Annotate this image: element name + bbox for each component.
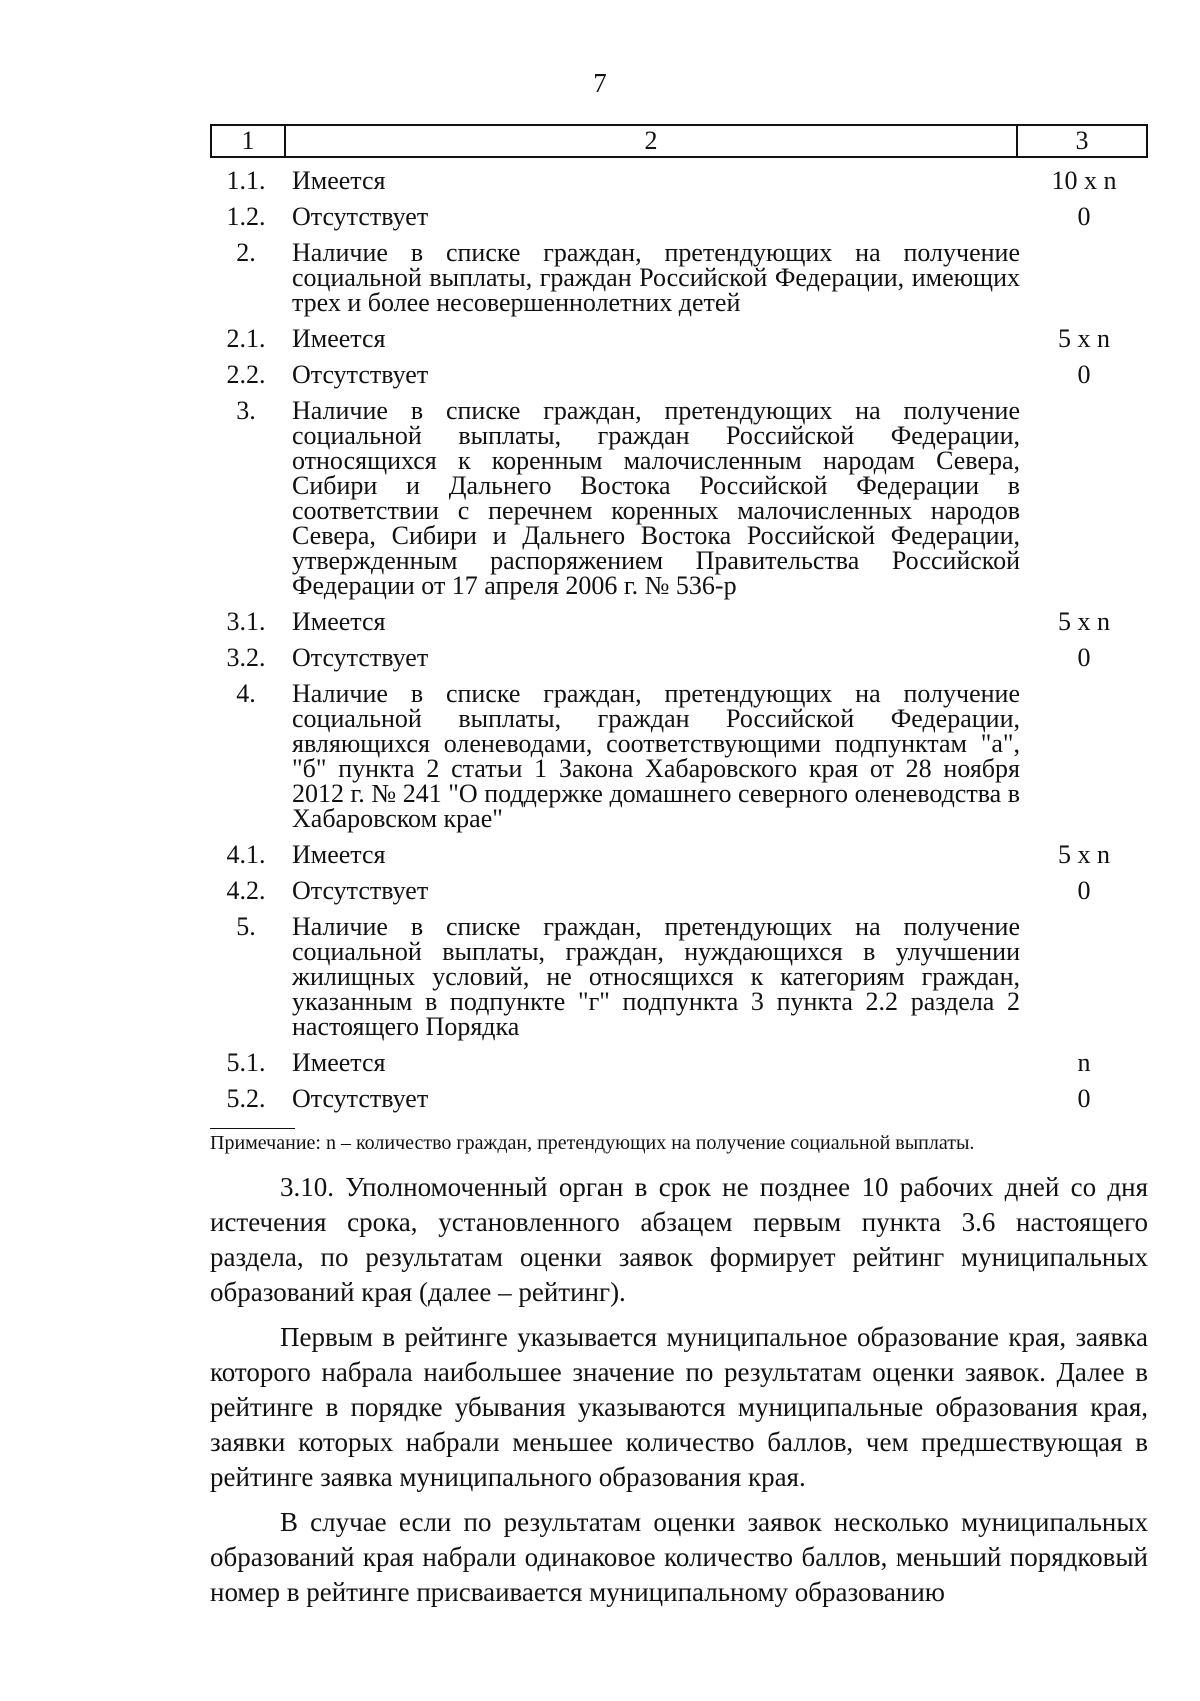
criteria-table [210,168,1148,1122]
row-text: Отсутствует [292,643,429,672]
body-text [210,1170,1148,1620]
note-divider [210,1128,295,1129]
row-score: 0 [1077,1084,1091,1113]
table-row [210,398,1148,598]
paragraph: 3.10. Уполномоченный орган в срок не позднее 10 рабочих дней со дня истечения срока, установленного абзацем первым пункта 3.6 настоящего раздела, по результатам оценки заявок формирует рейтинг муниципальных образований края (далее – рейтинг). [210,1172,1148,1307]
row-number: 3. [236,396,256,425]
row-score: 0 [1077,643,1091,672]
row-score: 0 [1077,876,1091,905]
header-col-2: 2 [286,126,1018,156]
row-number: 2.1. [226,324,266,353]
table-row [210,609,1148,634]
table-row [210,914,1148,1039]
header-col-1: 1 [212,126,286,156]
row-text: Имеется [292,1048,386,1077]
row-number: 2. [236,238,256,267]
row-text: Отсутствует [292,1084,429,1113]
row-score: 10 x n [1051,166,1117,195]
row-number: 1.2. [226,202,266,231]
row-score [1020,240,1148,315]
table-row [210,878,1148,903]
row-number: 4. [236,679,256,708]
row-score: 5 x n [1058,840,1110,869]
table-row [210,362,1148,387]
row-text: Имеется [292,324,386,353]
table-row [210,842,1148,867]
row-number: 5.2. [226,1084,266,1113]
row-text: Имеется [292,607,386,636]
row-text: Наличие в списке граждан, претендующих на получение социальной выплаты, граждан Российской Федерации, относящихся к коренным малочисленным народам Севера, Сибири и Дальнего Востока Российской Федерации в соответствии с перечнем коренных малочисленных народов Севера, Сибири и Дальнего Востока Российской Федерации, утвержденным распоряжением Правительства Российской Федерации от 17 апреля 2006 г. № 536-р [292,396,1020,600]
row-number: 2.2. [226,360,266,389]
table-row [210,240,1148,315]
table-row [210,681,1148,831]
row-text: Отсутствует [292,202,429,231]
row-score: 0 [1077,360,1091,389]
table-row [210,326,1148,351]
row-score: 0 [1077,202,1091,231]
table-row [210,1050,1148,1075]
table-row [210,168,1148,193]
row-text: Отсутствует [292,876,429,905]
row-number: 4.2. [226,876,266,905]
row-score [1020,398,1148,598]
row-number: 3.1. [226,607,266,636]
row-text: Отсутствует [292,360,429,389]
row-score: 5 x n [1058,607,1110,636]
paragraph: Первым в рейтинге указывается муниципальное образование края, заявка которого набрала наибольшее значение по результатам оценки заявок. Далее в рейтинге в порядке убывания указываются муниципальные образования края, заявки которых набрали меньшее количество баллов, чем предшествующая в рейтинге заявка муниципального образования края. [210,1322,1148,1492]
row-text: Наличие в списке граждан, претендующих на получение социальной выплаты, граждан Российской Федерации, являющихся оленеводами, соответствующими подпунктам "а", "б" пункта 2 статьи 1 Закона Хабаровского края от 28 ноября 2012 г. № 241 "О поддержке домашнего северного оленеводства в Хабаровском крае" [292,679,1020,833]
table-row [210,645,1148,670]
row-number: 5. [236,912,256,941]
row-text: Наличие в списке граждан, претендующих на получение социальной выплаты, граждан, нуждающихся в улучшении жилищных условий, не относящихся к категориям граждан, указанным в подпункте "г" подпункта 3 пункта 2.2 раздела 2 настоящего Порядка [292,912,1020,1041]
page-number: 7 [593,68,607,98]
table-note: Примечание: n – количество граждан, претендующих на получение социальной выплаты. [210,1132,975,1154]
header-col-3: 3 [1075,126,1089,155]
row-number: 1.1. [226,166,266,195]
table-row [210,1086,1148,1111]
paragraph: В случае если по результатам оценки заявок несколько муниципальных образований края набрали одинаковое количество баллов, меньший порядковый номер в рейтинге присваивается муниципальному образованию [210,1507,1148,1607]
row-score: 5 x n [1058,324,1110,353]
row-text: Имеется [292,840,386,869]
row-number: 5.1. [226,1048,266,1077]
table-row [210,204,1148,229]
row-score [1020,914,1148,1039]
row-text: Имеется [292,166,386,195]
table-header [210,124,1148,158]
row-number: 4.1. [226,840,266,869]
row-score [1020,681,1148,831]
row-number: 3.2. [226,643,266,672]
row-score: n [1077,1048,1091,1077]
row-text: Наличие в списке граждан, претендующих на получение социальной выплаты, граждан Российской Федерации, имеющих трех и более несовершеннолетних детей [292,238,1020,317]
